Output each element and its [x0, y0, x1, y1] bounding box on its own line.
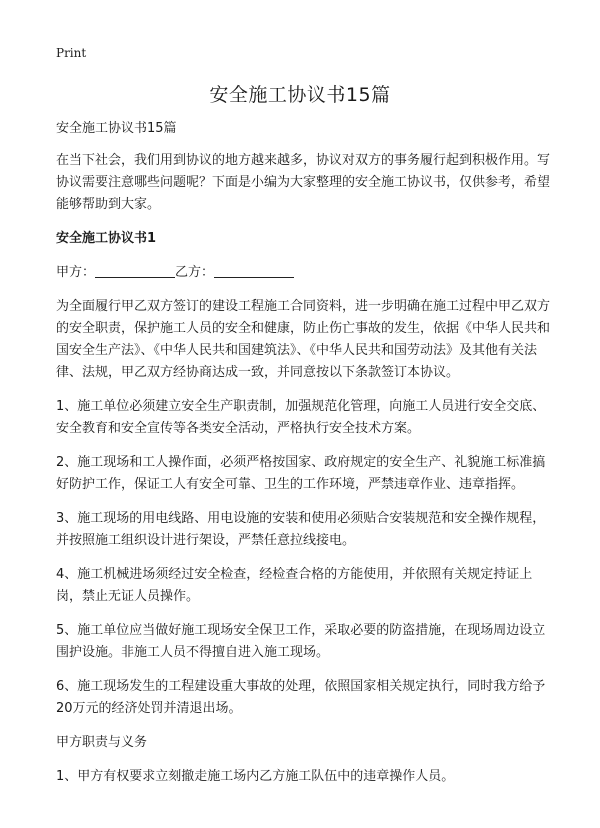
- clause-paragraph: 4、施工机械进场须经过安全检查，经检查合格的方能使用，并依照有关规定持证上岗，禁止无证人员操作。: [56, 567, 533, 604]
- party-a-label: 甲方：: [56, 265, 96, 280]
- print-link[interactable]: Print: [56, 46, 87, 60]
- duty-paragraph: 1、甲方有权要求立刻撤走施工场内乙方施工队伍中的违章操作人员。: [56, 769, 455, 784]
- document-body: [56, 118, 556, 800]
- party-a-blank: [95, 263, 175, 278]
- clause-paragraph: 6、施工现场发生的工程建设重大事故的处理，依照国家相关规定执行，同时我方给予20万元的经济处罚并清退出场。: [56, 679, 546, 716]
- document-subtitle: 安全施工协议书15篇: [56, 121, 177, 136]
- clause-paragraph: 5、施工单位应当做好施工现场安全保卫工作，采取必要的防盗措施，在现场周边设立围护设施。非施工人员不得擅自进入施工现场。: [56, 623, 546, 660]
- clause-paragraph: 3、施工现场的用电线路、用电设施的安装和使用必须贴合安装规范和安全操作规程，并按照施工组织设计进行架设，严禁任意拉线接电。: [56, 511, 546, 548]
- duties-heading: 甲方职责与义务: [56, 735, 148, 750]
- party-b-label: 乙方：: [175, 265, 215, 280]
- intro-paragraph: 在当下社会，我们用到协议的地方越来越多，协议对双方的事务履行起到积极作用。写协议需要注意哪些问题呢？下面是小编为大家整理的安全施工协议书，仅供参考，希望能够帮助到大家。: [56, 153, 551, 212]
- clause-paragraph: 1、施工单位必须建立安全生产职责制，加强规范化管理，向施工人员进行安全交底、安全教育和安全宣传等各类安全活动，严格执行安全技术方案。: [56, 399, 546, 436]
- party-b-blank: [214, 263, 294, 278]
- section-heading: 安全施工协议书1: [56, 231, 157, 246]
- preamble-paragraph: 为全面履行甲乙双方签订的建设工程施工合同资料，进一步明确在施工过程中甲乙双方的安全职责，保护施工人员的安全和健康，防止伤亡事故的发生，依据《中华人民共和国安全生产法》、《中华人民共和国建筑法》、《中华人民共和国劳动法》及其他有关法律、法规，甲乙双方经协商达成一致，并同意按以下条款签订本协议。: [56, 299, 551, 380]
- page-title: 安全施工协议书15篇: [209, 84, 391, 106]
- clause-paragraph: 2、施工现场和工人操作面，必须严格按国家、政府规定的安全生产、礼貌施工标准搞好防护工作，保证工人有安全可靠、卫生的工作环境，严禁违章作业、违章指挥。: [56, 455, 546, 492]
- party-signature-line: [56, 262, 556, 284]
